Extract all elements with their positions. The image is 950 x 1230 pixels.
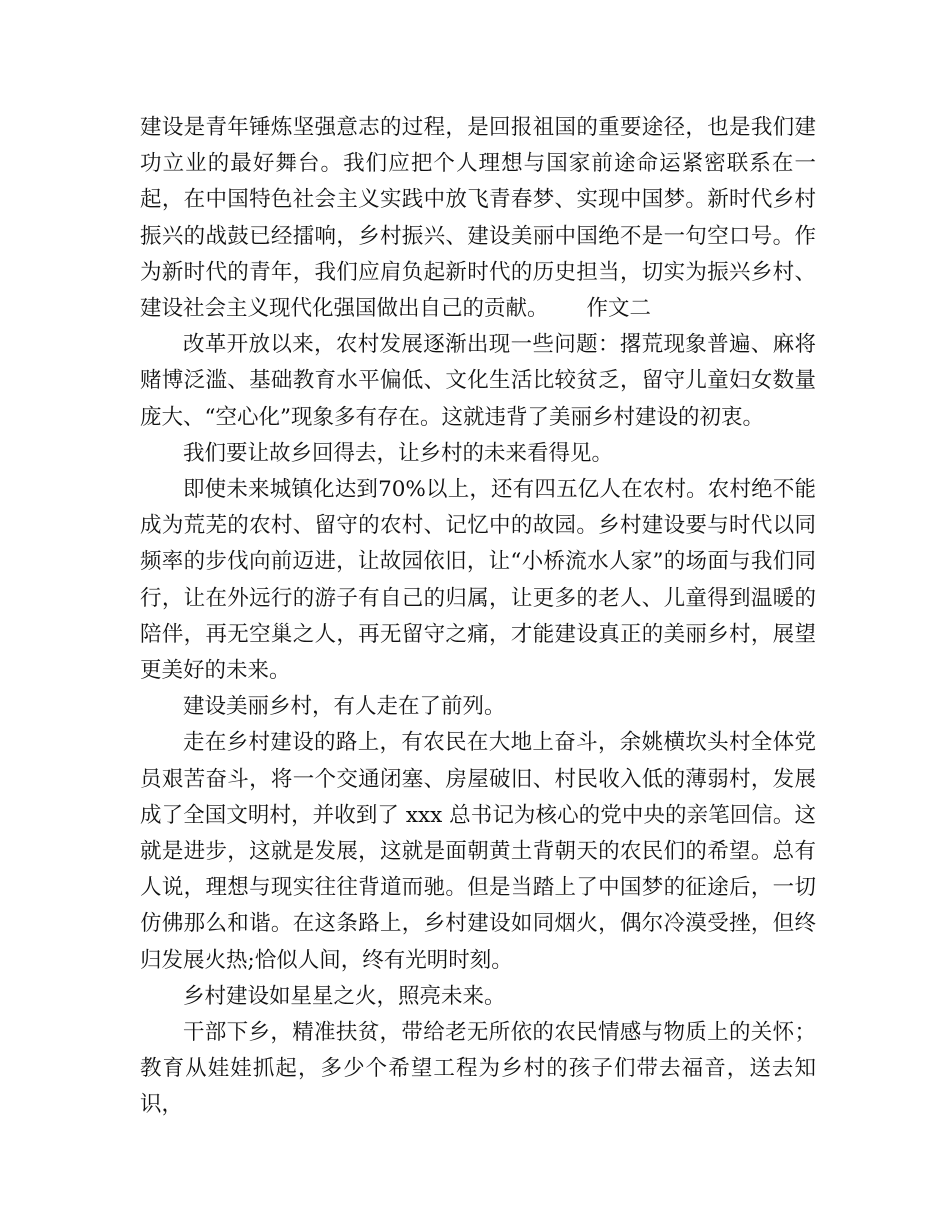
paragraph-5: 建设美丽乡村，有人走在了前列。 xyxy=(183,694,506,720)
paragraph-3: 我们要让故乡回得去，让乡村的未来看得见。 xyxy=(183,440,614,466)
document-body xyxy=(140,110,816,1124)
paragraph-8: 干部下乡，精准扶贫，带给老无所依的农民情感与物质上的关怀；教育从娃娃抓起，多少个希望工程为乡村的孩子们带去福音，送去知识， xyxy=(140,1020,816,1118)
paragraph-2: 改革开放以来，农村发展逐渐出现一些问题：撂荒现象普遍、麻将赌博泛滥、基础教育水平偏低、文化生活比较贫乏，留守儿童妇女数量庞大、“空心化”现象多有存在。这就违背了美丽乡村建设的初衷。 xyxy=(140,332,816,430)
paragraph-7: 乡村建设如星星之火，照亮未来。 xyxy=(183,983,506,1009)
paragraph-1 xyxy=(140,110,816,327)
paragraph-6: 走在乡村建设的路上，有农民在大地上奋斗，余姚横坎头村全体党员艰苦奋斗，将一个交通闭塞、房屋破旧、村民收入低的薄弱村，发展成了全国文明村，并收到了 xxx 总书记为核心的党中央的亲笔回信。这就是进步，这就是发展，这就是面朝黄土背朝天的农民们的希望。总有人说，理想与现实往往背道而驰。但是当踏上了中国梦的征途后，一切仿佛那么和谐。在这条路上，乡村建设如同烟火，偶尔冷漠受挫，但终归发展火热;恰似人间，终有光明时刻。 xyxy=(140,730,816,973)
paragraph-4: 即使未来城镇化达到70%以上，还有四五亿人在农村。农村绝不能成为荒芜的农村、留守的农村、记忆中的故园。乡村建设要与时代以同频率的步伐向前迈进，让故园依旧，让“小桥流水人家”的场面与我们同行，让在外远行的游子有自己的归属，让更多的老人、儿童得到温暖的陪伴，再无空巢之人，再无留守之痛，才能建设真正的美丽乡村，展望更美好的未来。 xyxy=(140,477,816,684)
essay-heading: 作文二 xyxy=(586,296,652,322)
paragraph-1-text: 建设是青年锤炼坚强意志的过程，是回报祖国的重要途径，也是我们建功立业的最好舞台。我们应把个人理想与国家前途命运紧密联系在一起，在中国特色社会主义实践中放飞青春梦、实现中国梦。新时代乡村振兴的战鼓已经擂响，乡村振兴、建设美丽中国绝不是一句空口号。作为新时代的青年，我们应肩负起新时代的历史担当，切实为振兴乡村、建设社会主义现代化强国做出自己的贡献。 xyxy=(140,115,816,322)
